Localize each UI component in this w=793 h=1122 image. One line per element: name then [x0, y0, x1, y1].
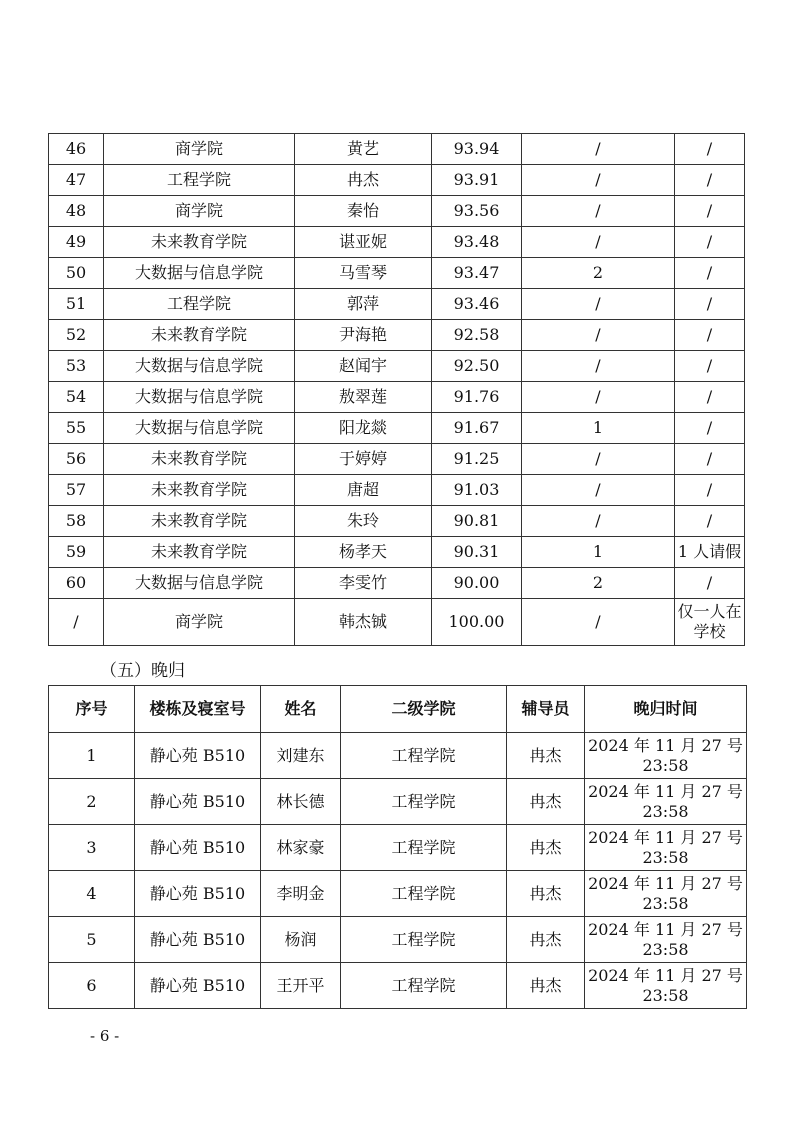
cell-index: 2 — [49, 779, 135, 825]
table-row — [49, 506, 745, 537]
cell-note: 仅一人在学校 — [675, 599, 745, 646]
cell-dorm: 静心苑 B510 — [135, 779, 261, 825]
cell-college: 工程学院 — [341, 917, 507, 963]
cell-dorm: 静心苑 B510 — [135, 963, 261, 1009]
table-row — [49, 134, 745, 165]
cell-rank: 56 — [49, 444, 104, 475]
cell-score: 91.25 — [432, 444, 522, 475]
cell-rank: 51 — [49, 289, 104, 320]
cell-count: / — [522, 134, 675, 165]
ranking-table-body — [49, 134, 745, 646]
cell-name: 马雪琴 — [295, 258, 432, 289]
cell-count: / — [522, 382, 675, 413]
cell-score: 90.81 — [432, 506, 522, 537]
cell-count: / — [522, 444, 675, 475]
cell-name: 唐超 — [295, 475, 432, 506]
cell-name: 黄艺 — [295, 134, 432, 165]
cell-count: / — [522, 227, 675, 258]
cell-count: / — [522, 599, 675, 646]
cell-score: 93.46 — [432, 289, 522, 320]
table-row — [49, 289, 745, 320]
cell-name: 杨孝天 — [295, 537, 432, 568]
cell-name: 杨润 — [261, 917, 341, 963]
cell-college: 工程学院 — [104, 165, 295, 196]
cell-college: 大数据与信息学院 — [104, 258, 295, 289]
table-row — [49, 196, 745, 227]
cell-name: 郭萍 — [295, 289, 432, 320]
cell-score: 92.58 — [432, 320, 522, 351]
late-return-table — [48, 685, 747, 1009]
table-row — [49, 320, 745, 351]
cell-dorm: 静心苑 B510 — [135, 871, 261, 917]
cell-counselor: 冉杰 — [507, 871, 585, 917]
cell-score: 93.91 — [432, 165, 522, 196]
cell-counselor: 冉杰 — [507, 963, 585, 1009]
cell-count: 2 — [522, 258, 675, 289]
table-row — [49, 871, 747, 917]
cell-counselor: 冉杰 — [507, 779, 585, 825]
cell-note: / — [675, 351, 745, 382]
cell-name: 赵闻宇 — [295, 351, 432, 382]
cell-college: 商学院 — [104, 196, 295, 227]
cell-dorm: 静心苑 B510 — [135, 825, 261, 871]
cell-college: 未来教育学院 — [104, 506, 295, 537]
cell-name: 林家豪 — [261, 825, 341, 871]
cell-rank: 47 — [49, 165, 104, 196]
table-row — [49, 568, 745, 599]
late-return-header-row — [49, 686, 747, 733]
cell-score: 91.76 — [432, 382, 522, 413]
cell-rank: 57 — [49, 475, 104, 506]
cell-count: / — [522, 475, 675, 506]
cell-rank: 55 — [49, 413, 104, 444]
col-header-dorm: 楼栋及寝室号 — [135, 686, 261, 733]
cell-count: / — [522, 506, 675, 537]
cell-index: 5 — [49, 917, 135, 963]
cell-rank: 52 — [49, 320, 104, 351]
cell-index: 4 — [49, 871, 135, 917]
cell-score: 90.00 — [432, 568, 522, 599]
table-row — [49, 382, 745, 413]
table-row — [49, 917, 747, 963]
table-row — [49, 165, 745, 196]
cell-name: 韩杰铖 — [295, 599, 432, 646]
table-row — [49, 227, 745, 258]
cell-name: 冉杰 — [295, 165, 432, 196]
cell-college: 商学院 — [104, 134, 295, 165]
cell-college: 未来教育学院 — [104, 227, 295, 258]
cell-note: 1 人请假 — [675, 537, 745, 568]
cell-college: 工程学院 — [341, 733, 507, 779]
cell-college: 工程学院 — [341, 825, 507, 871]
cell-rank: 60 — [49, 568, 104, 599]
cell-name: 阳龙燚 — [295, 413, 432, 444]
col-header-time: 晚归时间 — [585, 686, 747, 733]
cell-return-time: 2024 年 11 月 27 号 23:58 — [585, 825, 747, 871]
cell-college: 未来教育学院 — [104, 475, 295, 506]
cell-name: 谌亚妮 — [295, 227, 432, 258]
cell-rank: 58 — [49, 506, 104, 537]
section-heading: （五）晚归 — [100, 661, 185, 681]
table-row — [49, 537, 745, 568]
cell-rank: 49 — [49, 227, 104, 258]
cell-college: 工程学院 — [341, 963, 507, 1009]
cell-score: 91.67 — [432, 413, 522, 444]
cell-name: 李明金 — [261, 871, 341, 917]
cell-college: 未来教育学院 — [104, 444, 295, 475]
cell-note: / — [675, 227, 745, 258]
cell-college: 大数据与信息学院 — [104, 568, 295, 599]
ranking-table — [48, 133, 745, 646]
cell-count: / — [522, 351, 675, 382]
col-header-index: 序号 — [49, 686, 135, 733]
cell-count: 2 — [522, 568, 675, 599]
col-header-name: 姓名 — [261, 686, 341, 733]
col-header-college: 二级学院 — [341, 686, 507, 733]
cell-score: 93.94 — [432, 134, 522, 165]
cell-return-time: 2024 年 11 月 27 号 23:58 — [585, 779, 747, 825]
cell-count: / — [522, 196, 675, 227]
cell-note: / — [675, 320, 745, 351]
cell-score: 93.48 — [432, 227, 522, 258]
cell-score: 91.03 — [432, 475, 522, 506]
cell-rank: 53 — [49, 351, 104, 382]
cell-name: 刘建东 — [261, 733, 341, 779]
table-row — [49, 599, 745, 646]
cell-college: 工程学院 — [341, 871, 507, 917]
cell-counselor: 冉杰 — [507, 917, 585, 963]
table-row — [49, 351, 745, 382]
cell-index: 3 — [49, 825, 135, 871]
cell-college: 大数据与信息学院 — [104, 382, 295, 413]
table-row — [49, 475, 745, 506]
table-row — [49, 258, 745, 289]
cell-count: / — [522, 289, 675, 320]
cell-score: 100.00 — [432, 599, 522, 646]
cell-name: 敖翠莲 — [295, 382, 432, 413]
cell-score: 93.47 — [432, 258, 522, 289]
cell-index: 1 — [49, 733, 135, 779]
cell-college: 未来教育学院 — [104, 537, 295, 568]
cell-count: 1 — [522, 537, 675, 568]
cell-return-time: 2024 年 11 月 27 号 23:58 — [585, 963, 747, 1009]
cell-counselor: 冉杰 — [507, 733, 585, 779]
cell-note: / — [675, 475, 745, 506]
cell-dorm: 静心苑 B510 — [135, 917, 261, 963]
cell-name: 王开平 — [261, 963, 341, 1009]
cell-return-time: 2024 年 11 月 27 号 23:58 — [585, 733, 747, 779]
cell-name: 林长德 — [261, 779, 341, 825]
cell-note: / — [675, 506, 745, 537]
cell-rank: 50 — [49, 258, 104, 289]
cell-score: 92.50 — [432, 351, 522, 382]
cell-note: / — [675, 165, 745, 196]
cell-note: / — [675, 196, 745, 227]
cell-college: 工程学院 — [341, 779, 507, 825]
cell-college: 商学院 — [104, 599, 295, 646]
cell-college: 大数据与信息学院 — [104, 351, 295, 382]
cell-count: / — [522, 165, 675, 196]
cell-name: 尹海艳 — [295, 320, 432, 351]
cell-rank: 48 — [49, 196, 104, 227]
cell-name: 秦怡 — [295, 196, 432, 227]
cell-rank: / — [49, 599, 104, 646]
cell-rank: 54 — [49, 382, 104, 413]
cell-name: 李雯竹 — [295, 568, 432, 599]
table-row — [49, 779, 747, 825]
cell-counselor: 冉杰 — [507, 825, 585, 871]
cell-rank: 59 — [49, 537, 104, 568]
cell-college: 大数据与信息学院 — [104, 413, 295, 444]
page-number: - 6 - — [90, 1027, 120, 1045]
col-header-counselor: 辅导员 — [507, 686, 585, 733]
cell-count: 1 — [522, 413, 675, 444]
cell-score: 90.31 — [432, 537, 522, 568]
cell-note: / — [675, 258, 745, 289]
cell-college: 工程学院 — [104, 289, 295, 320]
cell-note: / — [675, 289, 745, 320]
cell-name: 朱玲 — [295, 506, 432, 537]
cell-note: / — [675, 444, 745, 475]
table-row — [49, 963, 747, 1009]
cell-return-time: 2024 年 11 月 27 号 23:58 — [585, 917, 747, 963]
cell-name: 于婷婷 — [295, 444, 432, 475]
cell-note: / — [675, 413, 745, 444]
cell-note: / — [675, 568, 745, 599]
cell-score: 93.56 — [432, 196, 522, 227]
cell-index: 6 — [49, 963, 135, 1009]
table-row — [49, 733, 747, 779]
table-row — [49, 413, 745, 444]
cell-college: 未来教育学院 — [104, 320, 295, 351]
cell-rank: 46 — [49, 134, 104, 165]
cell-count: / — [522, 320, 675, 351]
cell-note: / — [675, 134, 745, 165]
table-row — [49, 825, 747, 871]
cell-return-time: 2024 年 11 月 27 号 23:58 — [585, 871, 747, 917]
cell-note: / — [675, 382, 745, 413]
table-row — [49, 444, 745, 475]
late-return-table-body — [49, 733, 747, 1009]
cell-dorm: 静心苑 B510 — [135, 733, 261, 779]
